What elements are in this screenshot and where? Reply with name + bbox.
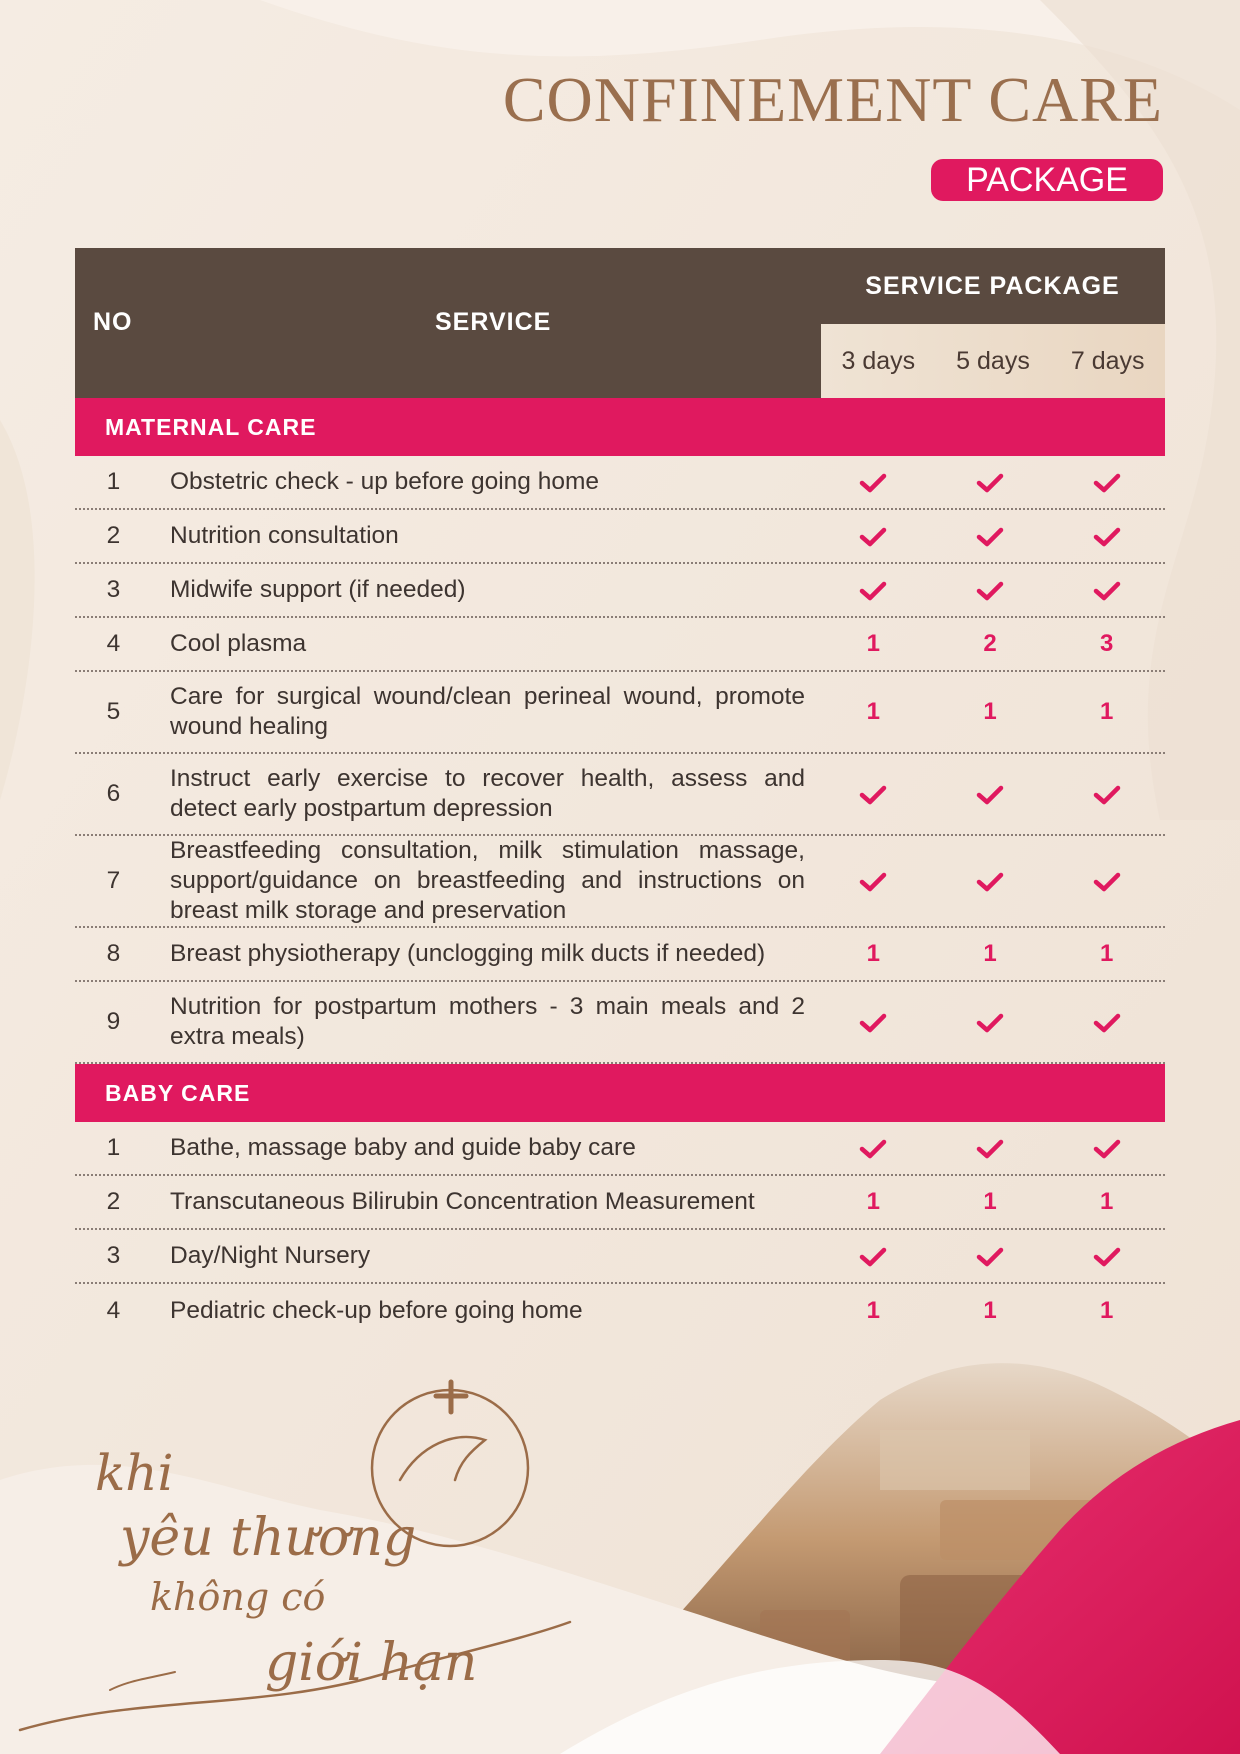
slogan-text-1: khi <box>95 1444 174 1502</box>
row-packages <box>805 576 1165 604</box>
package-cell <box>932 522 1049 550</box>
row-packages <box>805 630 1165 658</box>
package-cell <box>815 867 932 895</box>
table-header <box>75 248 1165 398</box>
check-icon <box>1093 1138 1121 1160</box>
row-number: 9 <box>106 1008 121 1035</box>
check-icon <box>859 1138 887 1160</box>
row-number: 6 <box>106 780 121 807</box>
slogan-text-2: yêu thương <box>120 1508 417 1568</box>
package-cell <box>815 522 932 550</box>
package-days-header <box>821 324 1165 398</box>
package-cell <box>932 1242 1049 1270</box>
column-header-service: SERVICE <box>435 308 552 336</box>
check-icon <box>1093 871 1121 893</box>
package-cell-count: 1 <box>866 630 881 657</box>
row-service: Instruct early exercise to recover health, assess and detect early postpartum depression <box>170 765 805 822</box>
row-number: 5 <box>106 698 121 725</box>
package-cell-count: 1 <box>1100 698 1114 725</box>
check-icon <box>1093 472 1121 494</box>
package-cell <box>932 576 1049 604</box>
row-service: Breastfeeding consultation, milk stimulation massage, support/guidance on breastfeeding and instructions on breast milk storage and preservation <box>170 837 805 924</box>
check-icon <box>976 1138 1004 1160</box>
package-cell <box>932 1134 1049 1162</box>
row-number: 2 <box>106 1188 121 1215</box>
check-icon <box>976 871 1004 893</box>
table-row <box>75 456 1165 510</box>
package-cell <box>1048 1134 1165 1162</box>
section-header-maternal-care: MATERNAL CARE <box>75 398 1165 456</box>
service-table <box>75 248 1165 1338</box>
footer-decoration <box>0 1360 1240 1754</box>
page-title: CONFINEMENT CARE <box>502 64 1163 135</box>
check-icon <box>976 784 1004 806</box>
check-icon <box>859 1246 887 1268</box>
check-icon <box>859 472 887 494</box>
table-body <box>75 398 1165 1338</box>
column-header-3-days: 3 days <box>841 347 916 375</box>
column-header-5-days: 5 days <box>956 347 1030 375</box>
row-packages <box>805 468 1165 496</box>
row-number: 8 <box>106 940 121 967</box>
package-cell-count: 1 <box>983 698 997 725</box>
table-row <box>75 982 1165 1064</box>
package-cell-count: 1 <box>866 698 881 725</box>
table-row <box>75 510 1165 564</box>
row-packages <box>805 522 1165 550</box>
row-service: Nutrition for postpartum mothers - 3 main meals and 2 extra meals) <box>170 993 805 1050</box>
package-cell <box>815 780 932 808</box>
row-packages <box>805 1134 1165 1162</box>
package-cell <box>932 867 1049 895</box>
check-icon <box>859 871 887 893</box>
package-cell-count: 1 <box>983 1188 997 1215</box>
row-number: 1 <box>106 468 121 495</box>
table-row <box>75 564 1165 618</box>
package-cell-count: 2 <box>983 630 997 657</box>
row-number: 7 <box>106 867 121 894</box>
row-packages <box>805 780 1165 808</box>
package-cell-count: 1 <box>866 1297 881 1324</box>
package-cell-count: 1 <box>983 940 997 967</box>
package-cell <box>815 1242 932 1270</box>
package-cell-count: 1 <box>1100 1297 1114 1324</box>
column-header-no: NO <box>93 308 133 336</box>
package-cell <box>1048 522 1165 550</box>
row-service: Midwife support (if needed) <box>170 576 466 603</box>
row-service: Day/Night Nursery <box>170 1242 371 1269</box>
package-badge: PACKAGE <box>931 159 1163 201</box>
row-number: 4 <box>106 1297 121 1324</box>
package-cell <box>1048 867 1165 895</box>
package-cell-count: 1 <box>983 1297 997 1324</box>
row-packages <box>805 1188 1165 1216</box>
check-icon <box>976 580 1004 602</box>
check-icon <box>859 784 887 806</box>
package-cell <box>1048 1008 1165 1036</box>
table-row <box>75 836 1165 928</box>
slogan-text-3: không có <box>150 1575 326 1619</box>
check-icon <box>859 1012 887 1034</box>
row-service: Cool plasma <box>170 630 307 657</box>
package-cell <box>932 1008 1049 1036</box>
row-service: Obstetric check - up before going home <box>170 468 599 495</box>
check-icon <box>976 1246 1004 1268</box>
row-packages <box>805 1242 1165 1270</box>
row-number: 1 <box>106 1134 121 1161</box>
table-row <box>75 754 1165 836</box>
row-packages <box>805 698 1165 726</box>
row-packages <box>805 1297 1165 1325</box>
package-cell <box>932 780 1049 808</box>
package-cell <box>815 1008 932 1036</box>
table-row <box>75 1230 1165 1284</box>
check-icon <box>859 580 887 602</box>
row-number: 2 <box>106 522 121 549</box>
check-icon <box>1093 1012 1121 1034</box>
column-header-service-package: SERVICE PACKAGE <box>865 272 1120 300</box>
row-packages <box>805 1008 1165 1036</box>
package-cell <box>1048 1242 1165 1270</box>
table-row <box>75 1122 1165 1176</box>
package-cell <box>932 468 1049 496</box>
package-cell <box>815 576 932 604</box>
package-cell-count: 1 <box>866 940 881 967</box>
check-icon <box>1093 526 1121 548</box>
row-service: Bathe, massage baby and guide baby care <box>170 1134 636 1161</box>
row-service: Breast physiotherapy (unclogging milk ducts if needed) <box>170 940 766 967</box>
row-number: 4 <box>106 630 121 657</box>
table-row <box>75 618 1165 672</box>
check-icon <box>976 526 1004 548</box>
table-row <box>75 928 1165 982</box>
row-number: 3 <box>106 1242 121 1269</box>
slogan-text-4: giới hạn <box>265 1633 478 1693</box>
check-icon <box>1093 580 1121 602</box>
table-row <box>75 1176 1165 1230</box>
check-icon <box>1093 1246 1121 1268</box>
row-service: Care for surgical wound/clean perineal wound, promote wound healing <box>170 683 805 740</box>
package-cell <box>1048 576 1165 604</box>
column-header-7-days: 7 days <box>1070 347 1145 375</box>
table-row <box>75 672 1165 754</box>
row-service: Pediatric check-up before going home <box>170 1297 583 1324</box>
check-icon <box>859 526 887 548</box>
package-cell-count: 3 <box>1100 630 1114 657</box>
row-number: 3 <box>106 576 121 603</box>
package-cell <box>815 468 932 496</box>
package-cell <box>815 1134 932 1162</box>
row-service: Nutrition consultation <box>170 522 399 549</box>
package-cell-count: 1 <box>1100 940 1114 967</box>
row-service: Transcutaneous Bilirubin Concentration Measurement <box>170 1188 755 1215</box>
check-icon <box>976 1012 1004 1034</box>
package-cell-count: 1 <box>1100 1188 1114 1215</box>
package-cell <box>1048 780 1165 808</box>
package-cell-count: 1 <box>866 1188 881 1215</box>
check-icon <box>976 472 1004 494</box>
section-header-baby-care: BABY CARE <box>75 1064 1165 1122</box>
check-icon <box>1093 784 1121 806</box>
table-row <box>75 1284 1165 1338</box>
row-packages <box>805 867 1165 895</box>
row-packages <box>805 940 1165 968</box>
package-cell <box>1048 468 1165 496</box>
